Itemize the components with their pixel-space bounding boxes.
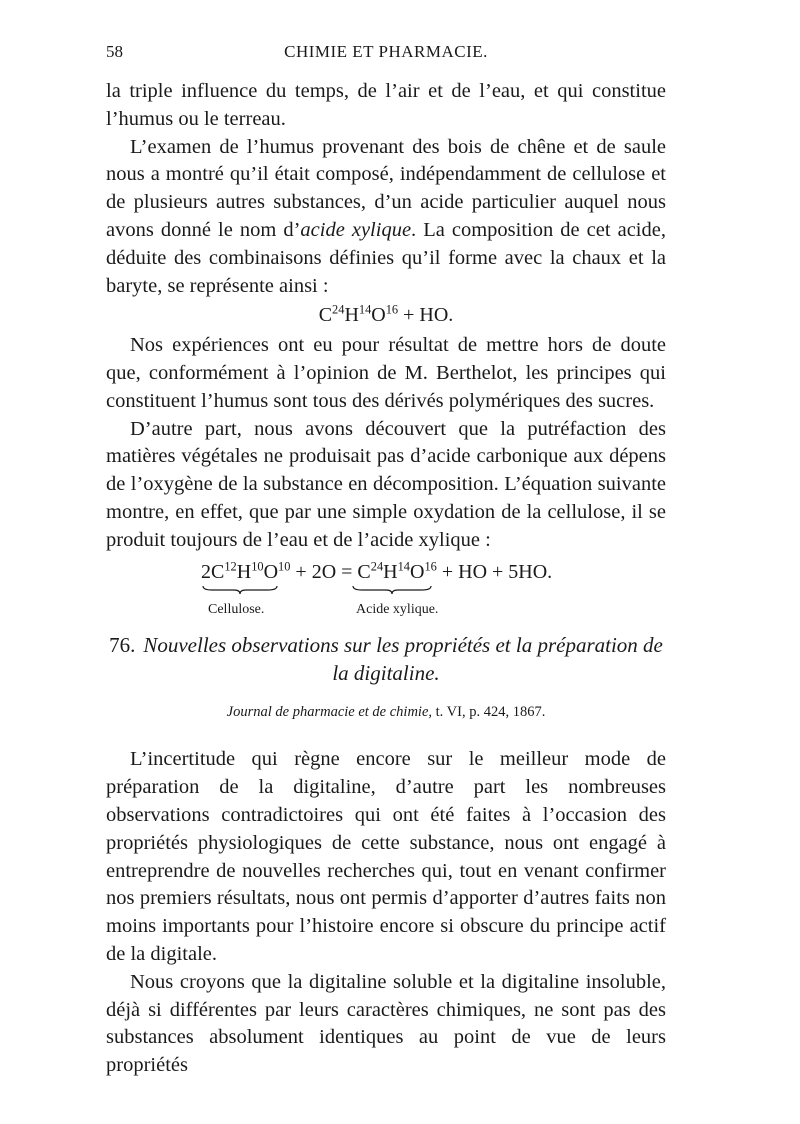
- formula-part: + HO + 5HO.: [436, 560, 553, 583]
- formula-oxidation-equation: [106, 559, 666, 617]
- formula-part: O: [371, 304, 386, 327]
- italic-term: acide xylique: [300, 218, 412, 241]
- paragraph: D’autre part, nous avons découvert que la putréfaction des matières végétales ne produisait pas d’acide carbonique aux dépens de l’oxygène de la substance en décomposition. L’équation suivante montre, en effet, que par une simple oxydation de la cellulose, il se produit toujours de l’eau et de l’acide xylique :: [106, 417, 666, 551]
- formula-index: 10: [278, 559, 291, 574]
- formula-index: 24: [370, 559, 384, 574]
- section-heading: [106, 631, 666, 687]
- formula-index: 14: [397, 559, 410, 574]
- label-acide-xylique: Acide xylique.: [356, 601, 439, 617]
- equation: [201, 559, 552, 587]
- paragraph: la triple influence du temps, de l’air et de l’eau, et qui constitue l’humus ou le terreau.: [106, 80, 666, 130]
- underbrace-acide-xylique: [352, 585, 432, 595]
- formula-part: O: [410, 560, 425, 583]
- page-number: 58: [106, 42, 123, 61]
- formula-part: 2C: [201, 560, 225, 583]
- underbrace-cellulose: [202, 585, 278, 595]
- page-header: [106, 42, 666, 66]
- section-title: Nouvelles observations sur les propriétés et la préparation de la digitaline.: [143, 632, 663, 685]
- paragraph: L’incertitude qui règne encore sur le meilleur mode de préparation de la digitaline, d’autre part les nombreuses observations contradictoires qui ont été faites à l’occasion des propriétés physiologiques de cette substance, nous ont engagé à entreprendre de nouvelles recherches qui, tout en venant confirmer nos premiers résultats, nous ont permis d’apporter d’autres faits non moins importants pour l’histoire encore si obscure du principe actif de la digitale.: [106, 748, 666, 965]
- journal-name: Journal de pharmacie et de chimie,: [226, 703, 433, 720]
- formula-part: C: [318, 304, 333, 327]
- paragraph-text: L’examen de l’humus provenant des bois de chêne et de saule nous a montré qu’il était composé, indépendamment de cellulose et de plusieurs autres substances, d’un acide particulier auquel nous avons donné le nom d’: [106, 135, 666, 241]
- paragraph: [106, 134, 666, 301]
- formula-index: 12: [224, 559, 237, 574]
- formula-index: 10: [251, 559, 264, 574]
- formula-part: + 2O = C: [290, 560, 371, 583]
- formula-index: 14: [358, 302, 372, 317]
- page-body: [106, 78, 666, 1080]
- formula-index: 16: [385, 302, 399, 317]
- formula-part: O: [263, 560, 279, 583]
- journal-reference: [106, 699, 666, 727]
- formula-part: H: [236, 560, 252, 583]
- paragraph-text: . La composition de cet acide, déduite des combinaisons définies qu’il forme avec la chaux et la baryte, se représente ainsi :: [106, 218, 666, 297]
- journal-citation: t. VI, p. 424, 1867.: [432, 703, 546, 720]
- paragraph: Nos expériences ont eu pour résultat de mettre hors de doute que, conformément à l’opinion de M. Berthelot, les principes qui constituent l’humus sont tous des dérivés polymériques des sucres.: [106, 334, 666, 412]
- formula-index: 16: [424, 559, 437, 574]
- section-number: 76.: [109, 632, 136, 657]
- formula-part: + HO.: [398, 304, 454, 327]
- formula-part: H: [344, 304, 359, 327]
- running-title: CHIMIE ET PHARMACIE.: [284, 42, 488, 61]
- formula-xylic-acid: [106, 302, 666, 330]
- paragraph: Nous croyons que la digitaline soluble et la digitaline insoluble, déjà si différentes par leurs caractères chimiques, ne sont pas des substances absolument identiques au point de vue de leurs propriétés: [106, 970, 666, 1077]
- formula-part: H: [383, 560, 398, 583]
- label-cellulose: Cellulose.: [208, 601, 265, 617]
- formula-index: 24: [332, 302, 345, 317]
